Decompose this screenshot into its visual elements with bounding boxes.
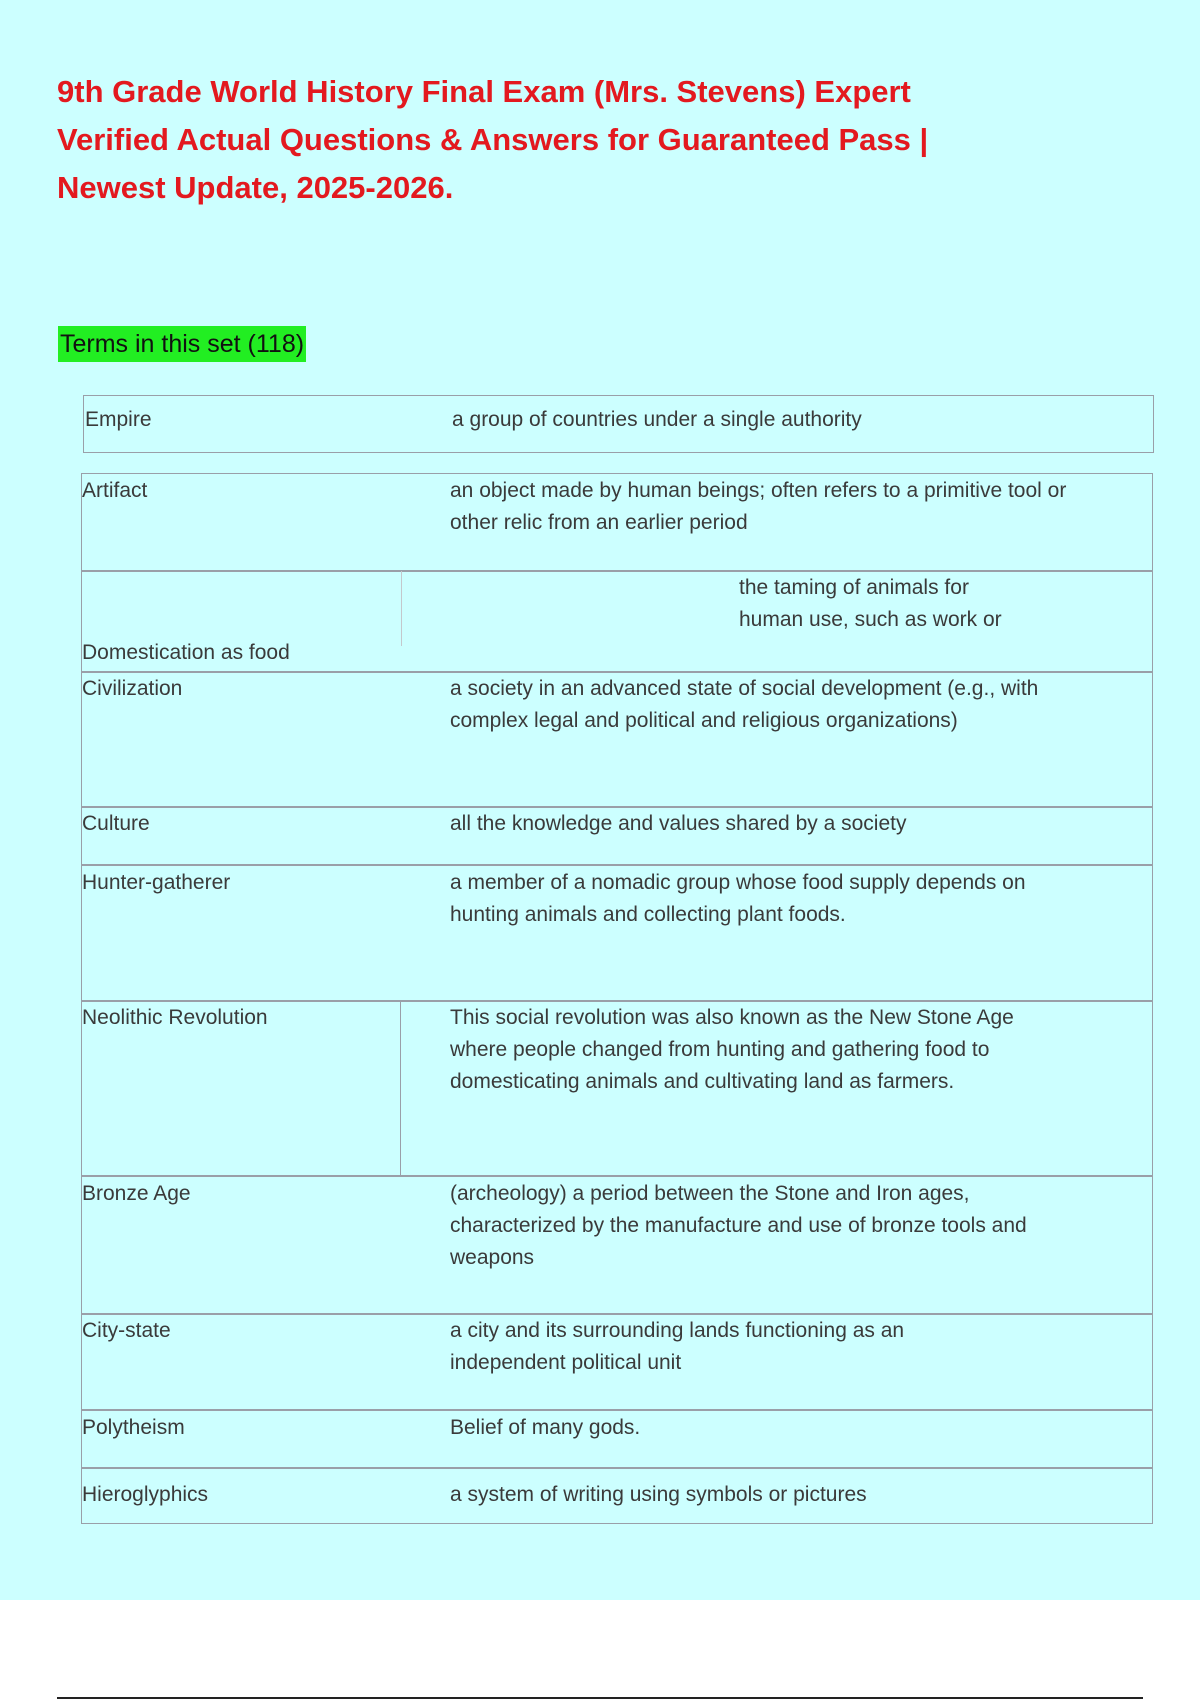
term-cell: Polytheism — [82, 1416, 185, 1439]
column-divider — [401, 571, 402, 646]
term-cell: Empire — [85, 408, 152, 431]
term-cell: Domestication as food — [82, 641, 290, 664]
document-title: 9th Grade World History Final Exam (Mrs. Stevens) Expert Verified Actual Questions & Answers for Guaranteed Pass | Newest Update, 2025-2026. — [57, 74, 929, 205]
definition-cell: a group of countries under a single authority — [452, 408, 862, 431]
definition-cell: a city and its surrounding lands functioning as an independent political unit — [450, 1319, 905, 1374]
term-cell: City-state — [82, 1319, 171, 1342]
definition-cell: a society in an advanced state of social development (e.g., with complex legal and political and religious organizations) — [450, 677, 1039, 732]
definition-cell: a member of a nomadic group whose food supply depends on hunting animals and collecting plant foods. — [450, 871, 1026, 926]
term-cell: Hunter-gatherer — [82, 871, 231, 894]
term-cell: Hieroglyphics — [82, 1483, 209, 1506]
definition-cell: Belief of many gods. — [450, 1416, 641, 1439]
row-divider — [81, 1175, 1153, 1177]
footer-rule — [57, 1697, 1143, 1699]
row-divider — [81, 864, 1153, 866]
column-divider — [400, 1002, 401, 1176]
definition-cell: This social revolution was also known as the New Stone Age where people changed from hunting and gathering food to domesticating animals and cultivating land as farmers. — [450, 1006, 1014, 1093]
term-cell: Culture — [82, 812, 150, 835]
term-cell: Civilization — [82, 677, 183, 700]
definition-cell: an object made by human beings; often refers to a primitive tool or other relic from an earlier period — [450, 479, 1067, 534]
term-cell: Bronze Age — [82, 1182, 191, 1205]
definition-cell: (archeology) a period between the Stone and Iron ages, characterized by the manufacture and use of bronze tools and weapons — [450, 1182, 1027, 1269]
row-divider — [81, 1409, 1153, 1411]
term-cell: Neolithic Revolution — [82, 1006, 268, 1029]
term-cell: Artifact — [82, 479, 148, 502]
row-divider — [81, 1467, 1153, 1469]
terms-count-label: Terms in this set (118) — [58, 326, 306, 362]
definition-cell: all the knowledge and values shared by a society — [450, 812, 907, 835]
definition-cell: a system of writing using symbols or pictures — [450, 1483, 867, 1506]
definition-cell: the taming of animals for human use, such as work or — [739, 576, 1002, 631]
